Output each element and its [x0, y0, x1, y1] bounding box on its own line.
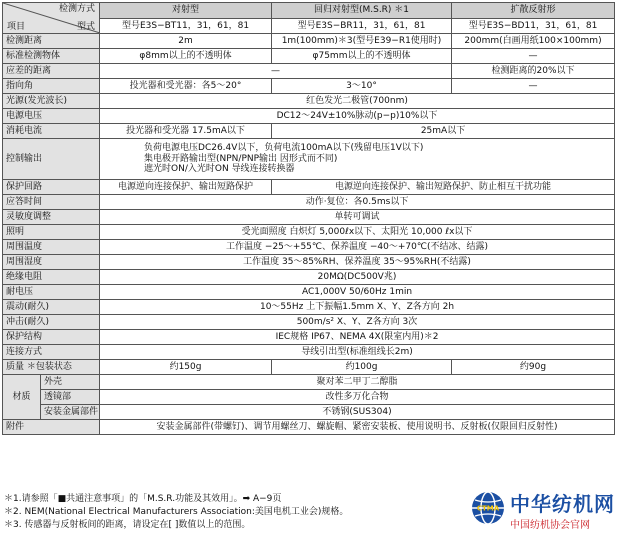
sub-label: 外壳 — [41, 375, 100, 390]
row-ambtemp — [3, 240, 615, 255]
row-ambhum — [3, 255, 615, 270]
globe-icon — [470, 490, 506, 526]
model-diffuse: 型号E3S−BD11，31，61，81 — [452, 18, 615, 34]
value-cell: 电源逆向连接保护、输出短路保护 — [100, 180, 272, 195]
value-cell: 改性多万化合物 — [100, 390, 615, 405]
output-line: 负荷电源电压DC26.4V以下，负荷电流100mA以下(残留电压1V以下) — [144, 143, 424, 154]
row-label: 保护回路 — [3, 180, 100, 195]
value-cell: 25mA以下 — [272, 124, 615, 139]
row-response — [3, 195, 615, 210]
row-label: 保护结构 — [3, 330, 100, 345]
row-label: 震动(耐久) — [3, 300, 100, 315]
row-label: 耐电压 — [3, 285, 100, 300]
value-cell: 约150g — [100, 360, 272, 375]
row-light — [3, 94, 615, 109]
row-material-lens — [3, 390, 615, 405]
spec-table — [2, 2, 615, 435]
row-label: 应答时间 — [3, 195, 100, 210]
value-cell: φ8mm以上的不透明体 — [100, 49, 272, 64]
value-cell: 1m(100mm)＊3(型号E39−R1使用时) — [272, 34, 452, 49]
value-cell: 工作温度 35～85%RH、保养温度 35～95%RH(不结露) — [100, 255, 615, 270]
row-label: 检测距离 — [3, 34, 100, 49]
row-connection — [3, 345, 615, 360]
row-label: 绝缘电阻 — [3, 270, 100, 285]
row-angle — [3, 79, 615, 94]
row-label: 应差的距离 — [3, 64, 100, 79]
value-cell: IEC规格 IP67、NEMA 4X(限室内用)＊2 — [100, 330, 615, 345]
row-label: 控制输出 — [3, 139, 100, 180]
row-label: 电源电压 — [3, 109, 100, 124]
row-insulation — [3, 270, 615, 285]
value-cell: DC12～24V±10%脉动(p−p)10%以下 — [100, 109, 615, 124]
footnote: ＊2. NEM(National Electrical Manufacturers Association:美国电机工业会)规格。 — [4, 507, 349, 517]
value-cell: 3～10° — [272, 79, 452, 94]
row-shock — [3, 315, 615, 330]
row-label: 标准检测物体 — [3, 49, 100, 64]
row-label: 质量 ＊包装状态 — [3, 360, 100, 375]
row-label: 冲击(耐久) — [3, 315, 100, 330]
value-cell: — — [452, 79, 615, 94]
row-material-bracket — [3, 405, 615, 420]
value-cell: φ75mm以上的不透明体 — [272, 49, 452, 64]
header-diagonal-cell — [3, 3, 100, 34]
col-header-thru-beam: 对射型 — [100, 3, 272, 19]
row-label: 灵敏度调整 — [3, 210, 100, 225]
row-label: 周围温度 — [3, 240, 100, 255]
value-cell: 聚对苯二甲丁二醇脂 — [100, 375, 615, 390]
value-cell: — — [452, 49, 615, 64]
row-vibration — [3, 300, 615, 315]
value-cell: 约90g — [452, 360, 615, 375]
row-object — [3, 49, 615, 64]
value-cell: 检测距离的20%以下 — [452, 64, 615, 79]
value-cell: AC1,000V 50/60Hz 1min — [100, 285, 615, 300]
footnotes — [4, 493, 348, 532]
method-label: 检测方式 — [59, 4, 96, 14]
value-cell: 不锈钢(SUS304) — [100, 405, 615, 420]
site-logo[interactable] — [468, 488, 618, 534]
value-cell: 200mm(白画用纸100×100mm) — [452, 34, 615, 49]
header-row-method — [3, 3, 615, 19]
value-cell: 受光面照度 白炽灯 5,000ℓx以下、太阳光 10,000 ℓx以下 — [100, 225, 615, 240]
row-hysteresis — [3, 64, 615, 79]
value-cell: 红色发光二极管(700nm) — [100, 94, 615, 109]
row-sensitivity — [3, 210, 615, 225]
output-line: 遮光时ON/入光时ON 导线连接转换器 — [144, 164, 295, 175]
value-cell: — — [100, 64, 452, 79]
row-label: 指向角 — [3, 79, 100, 94]
value-cell: 投光器和受光器 17.5mA以下 — [100, 124, 272, 139]
row-structure — [3, 330, 615, 345]
value-cell: 2m — [100, 34, 272, 49]
row-label: 连接方式 — [3, 345, 100, 360]
footnote: ＊3. 传感器与反射板间的距离，请设定在[ ]数值以上的范围。 — [4, 520, 251, 530]
row-illum — [3, 225, 615, 240]
row-output — [3, 139, 615, 180]
row-voltage — [3, 109, 615, 124]
value-cell: 单转可调试 — [100, 210, 615, 225]
model-retro: 型号E3S−BR11，31，61，81 — [272, 18, 452, 34]
footnote: ＊1.请参照「■共通注意事项」的「M.S.R.功能及其效用」。➡ A−9页 — [4, 494, 282, 504]
row-material-housing — [3, 375, 615, 390]
value-cell: 约100g — [272, 360, 452, 375]
value-cell: 工作温度 −25～+55℃、保养温度 −40～+70℃(不结冰、结露) — [100, 240, 615, 255]
row-withstand — [3, 285, 615, 300]
value-cell: 20MΩ(DC500V兆) — [100, 270, 615, 285]
value-cell: 安装金属部件(带螺钉)、调节用螺丝刀、螺旋帽、紧密安装板、使用说明书、反射板(仅限回归反射性) — [100, 420, 615, 435]
row-label: 照明 — [3, 225, 100, 240]
col-header-diffuse: 扩散反射形 — [452, 3, 615, 19]
row-accessory — [3, 420, 615, 435]
globe-text: CTMA — [476, 504, 500, 513]
row-weight — [3, 360, 615, 375]
row-distance — [3, 34, 615, 49]
item-label: 项目 — [7, 22, 26, 32]
col-header-retro: 回归对射型(M.S.R) ＊1 — [272, 3, 452, 19]
logo-subtitle: 中国纺机协会官网 — [510, 520, 590, 531]
value-cell: 10～55Hz 上下振幅1.5mm X、Y、Z各方向 2h — [100, 300, 615, 315]
row-label: 附件 — [3, 420, 100, 435]
logo-title: 中华纺机网 — [510, 492, 615, 516]
output-line: 集电极开路输出型(NPN/PNP输出 因形式而不同) — [144, 153, 338, 164]
row-current — [3, 124, 615, 139]
value-cell: 500m/s² X、Y、Z各方向 3次 — [100, 315, 615, 330]
row-label: 材质 — [3, 375, 41, 420]
value-cell: 动作·复位：各0.5ms以下 — [100, 195, 615, 210]
sub-label: 安装金属部件 — [41, 405, 100, 420]
output-cell — [100, 139, 615, 180]
value-cell: 投光器和受光器：各5～20° — [100, 79, 272, 94]
row-protect — [3, 180, 615, 195]
sub-label: 透镜部 — [41, 390, 100, 405]
model-thru-beam: 型号E3S−BT11，31，61，81 — [100, 18, 272, 34]
row-label: 光源(发光波长) — [3, 94, 100, 109]
model-label: 型式 — [77, 22, 96, 32]
value-cell: 电源逆向连接保护、输出短路保护、防止相互干扰功能 — [272, 180, 615, 195]
row-label: 消耗电流 — [3, 124, 100, 139]
row-label: 周围湿度 — [3, 255, 100, 270]
value-cell: 导线引出型(标准组线长2m) — [100, 345, 615, 360]
